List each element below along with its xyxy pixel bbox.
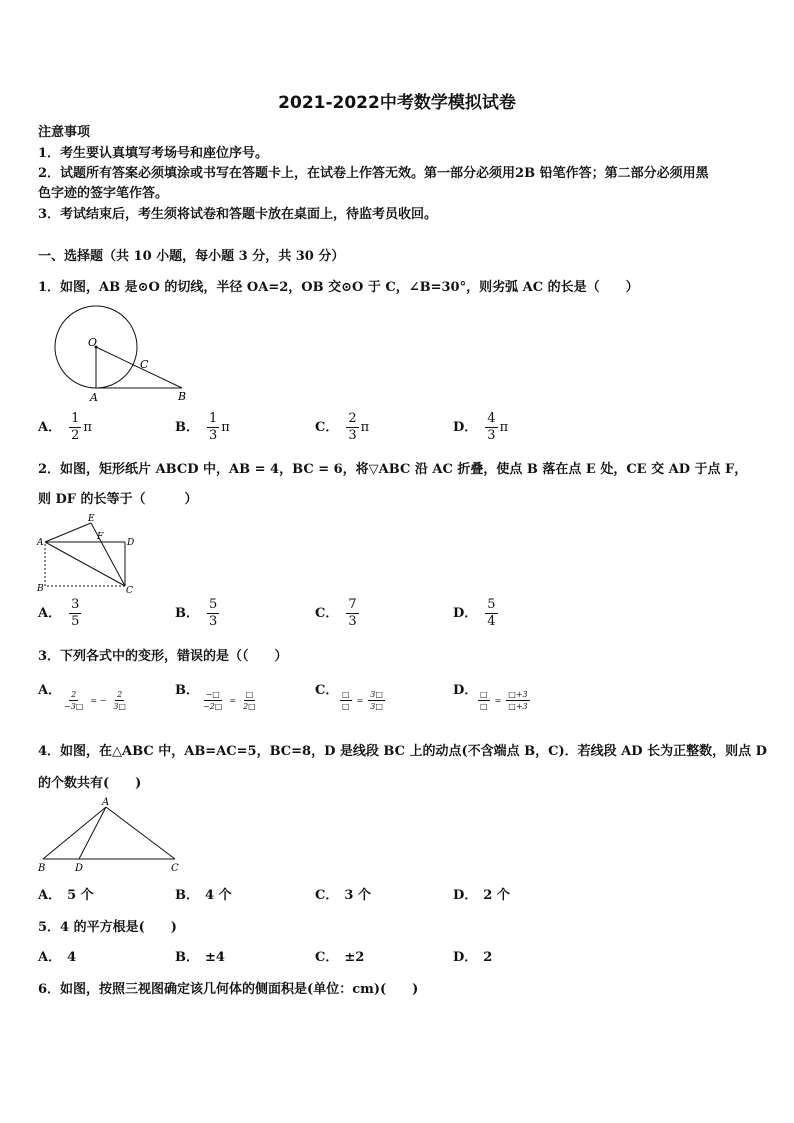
question-3-text: 3．下列各式中的变形，错误的是（（ ） xyxy=(38,649,288,664)
q1-option-a[interactable]: A． $\frac{1}{2}$ π xyxy=(38,411,92,443)
q4-option-c[interactable]: C． 3 个 xyxy=(315,888,371,903)
question-2-text-cont: 则 DF 的长等于（ ） xyxy=(38,492,198,507)
q5-option-d[interactable]: D． 2 xyxy=(453,950,493,965)
q3-option-c-expression: $\frac{□}{□}$ = $\frac{3□}{3□}$ xyxy=(342,690,383,711)
point-label-c: C xyxy=(171,863,179,874)
q3-option-d-expression: $\frac{□}{□}$ = $\frac{□+3}{□+3}$ xyxy=(480,690,528,711)
q4-option-d[interactable]: D． 2 个 xyxy=(453,888,510,903)
q1-option-d[interactable]: D． $\frac{4}{3}$ π xyxy=(453,411,509,443)
q3-option-b-expression: $\frac{-□}{-2□}$ = $\frac{□}{2□}$ xyxy=(203,690,256,711)
q3-option-a-expression: $\frac{2}{-3□}$ = − $\frac{2}{3□}$ xyxy=(64,690,126,711)
q2-option-d[interactable]: D． $\frac{5}{4}$ xyxy=(453,597,496,629)
q3-option-b[interactable]: B． xyxy=(175,683,199,698)
q2-option-c[interactable]: C． $\frac{7}{3}$ xyxy=(315,597,357,629)
point-label-a: A xyxy=(37,538,44,548)
q3-option-c[interactable]: C． xyxy=(315,683,339,698)
point-label-b: B xyxy=(37,584,44,594)
point-label-b: B xyxy=(178,390,187,403)
q5-option-c[interactable]: C． ±2 xyxy=(315,950,365,965)
q2-option-b[interactable]: B． $\frac{5}{3}$ xyxy=(175,597,218,629)
fraction: $\frac{3}{5}$ xyxy=(71,597,80,629)
point-label-d: D xyxy=(75,863,84,874)
q3-option-a[interactable]: A． xyxy=(38,683,62,698)
point-label-c: C xyxy=(126,586,133,596)
notice-heading: 注意事项 xyxy=(38,125,91,140)
q4-triangle-figure xyxy=(36,796,186,876)
q2-rectangle-figure xyxy=(36,510,140,596)
q3-option-d[interactable]: D． xyxy=(453,683,478,698)
question-4-text: 4．如图，在△ABC 中，AB=AC=5，BC=8，D 是线段 BC 上的动点(不含端点 B，C)．若线段 AD 长为正整数，则点 D xyxy=(38,744,767,759)
section-heading: 一、选择题（共 10 小题，每小题 3 分，共 30 分） xyxy=(38,249,345,264)
question-2-text: 2．如图，矩形纸片 ABCD 中，AB = 4，BC = 6，将▽ABC 沿 AC 折叠，使点 B 落在点 E 处，CE 交 AD 于点 F， xyxy=(38,462,748,477)
q5-option-b[interactable]: B． ±4 xyxy=(175,950,225,965)
question-1-text: 1．如图，AB 是⊙O 的切线，半径 OA=2，OB 交⊙O 于 C，∠B=30°，则劣弧 AC 的长是（ ） xyxy=(38,280,639,295)
fraction: $\frac{2}{3}$ xyxy=(348,411,357,443)
question-6-text: 6．如图，按照三视图确定该几何体的侧面积是(单位：cm)( ) xyxy=(38,982,419,997)
fraction: $\frac{1}{3}$ xyxy=(209,411,218,443)
fraction: $\frac{1}{2}$ xyxy=(71,411,80,443)
notice-item: 2．试题所有答案必须填涂或书写在答题卡上，在试卷上作答无效。第一部分必须用2B 铅笔作答；第二部分必须用黑 xyxy=(38,166,709,181)
fraction: $\frac{4}{3}$ xyxy=(487,411,496,443)
fraction: $\frac{5}{3}$ xyxy=(209,597,218,629)
q1-option-b[interactable]: B． $\frac{1}{3}$ π xyxy=(175,411,230,443)
q1-circle-figure xyxy=(44,300,194,406)
point-label-a: A xyxy=(102,797,110,808)
point-label-f: F xyxy=(97,532,104,542)
notice-item: 色字迹的签字笔作答。 xyxy=(38,186,169,201)
point-label-d: D xyxy=(127,538,135,548)
point-label-c: C xyxy=(140,358,149,371)
fraction: $\frac{7}{3}$ xyxy=(348,597,357,629)
fraction: $\frac{5}{4}$ xyxy=(487,597,496,629)
notice-item: 1．考生要认真填写考场号和座位序号。 xyxy=(38,146,269,161)
page-title: 2021-2022中考数学模拟试卷 xyxy=(278,93,516,113)
q4-option-a[interactable]: A． 5 个 xyxy=(38,888,94,903)
q2-option-a[interactable]: A． $\frac{3}{5}$ xyxy=(38,597,80,629)
point-label-b: B xyxy=(38,863,46,874)
point-label-a: A xyxy=(90,391,98,404)
q4-option-b[interactable]: B． 4 个 xyxy=(175,888,232,903)
point-label-o: O xyxy=(88,336,98,349)
q5-option-a[interactable]: A． 4 xyxy=(38,950,77,965)
q1-option-c[interactable]: C． $\frac{2}{3}$ π xyxy=(315,411,370,443)
question-5-text: 5．4 的平方根是( ) xyxy=(38,920,177,935)
question-4-text-cont: 的个数共有( ) xyxy=(38,776,142,791)
point-label-e: E xyxy=(88,514,95,524)
notice-item: 3．考试结束后，考生须将试卷和答题卡放在桌面上，待监考员收回。 xyxy=(38,207,438,222)
